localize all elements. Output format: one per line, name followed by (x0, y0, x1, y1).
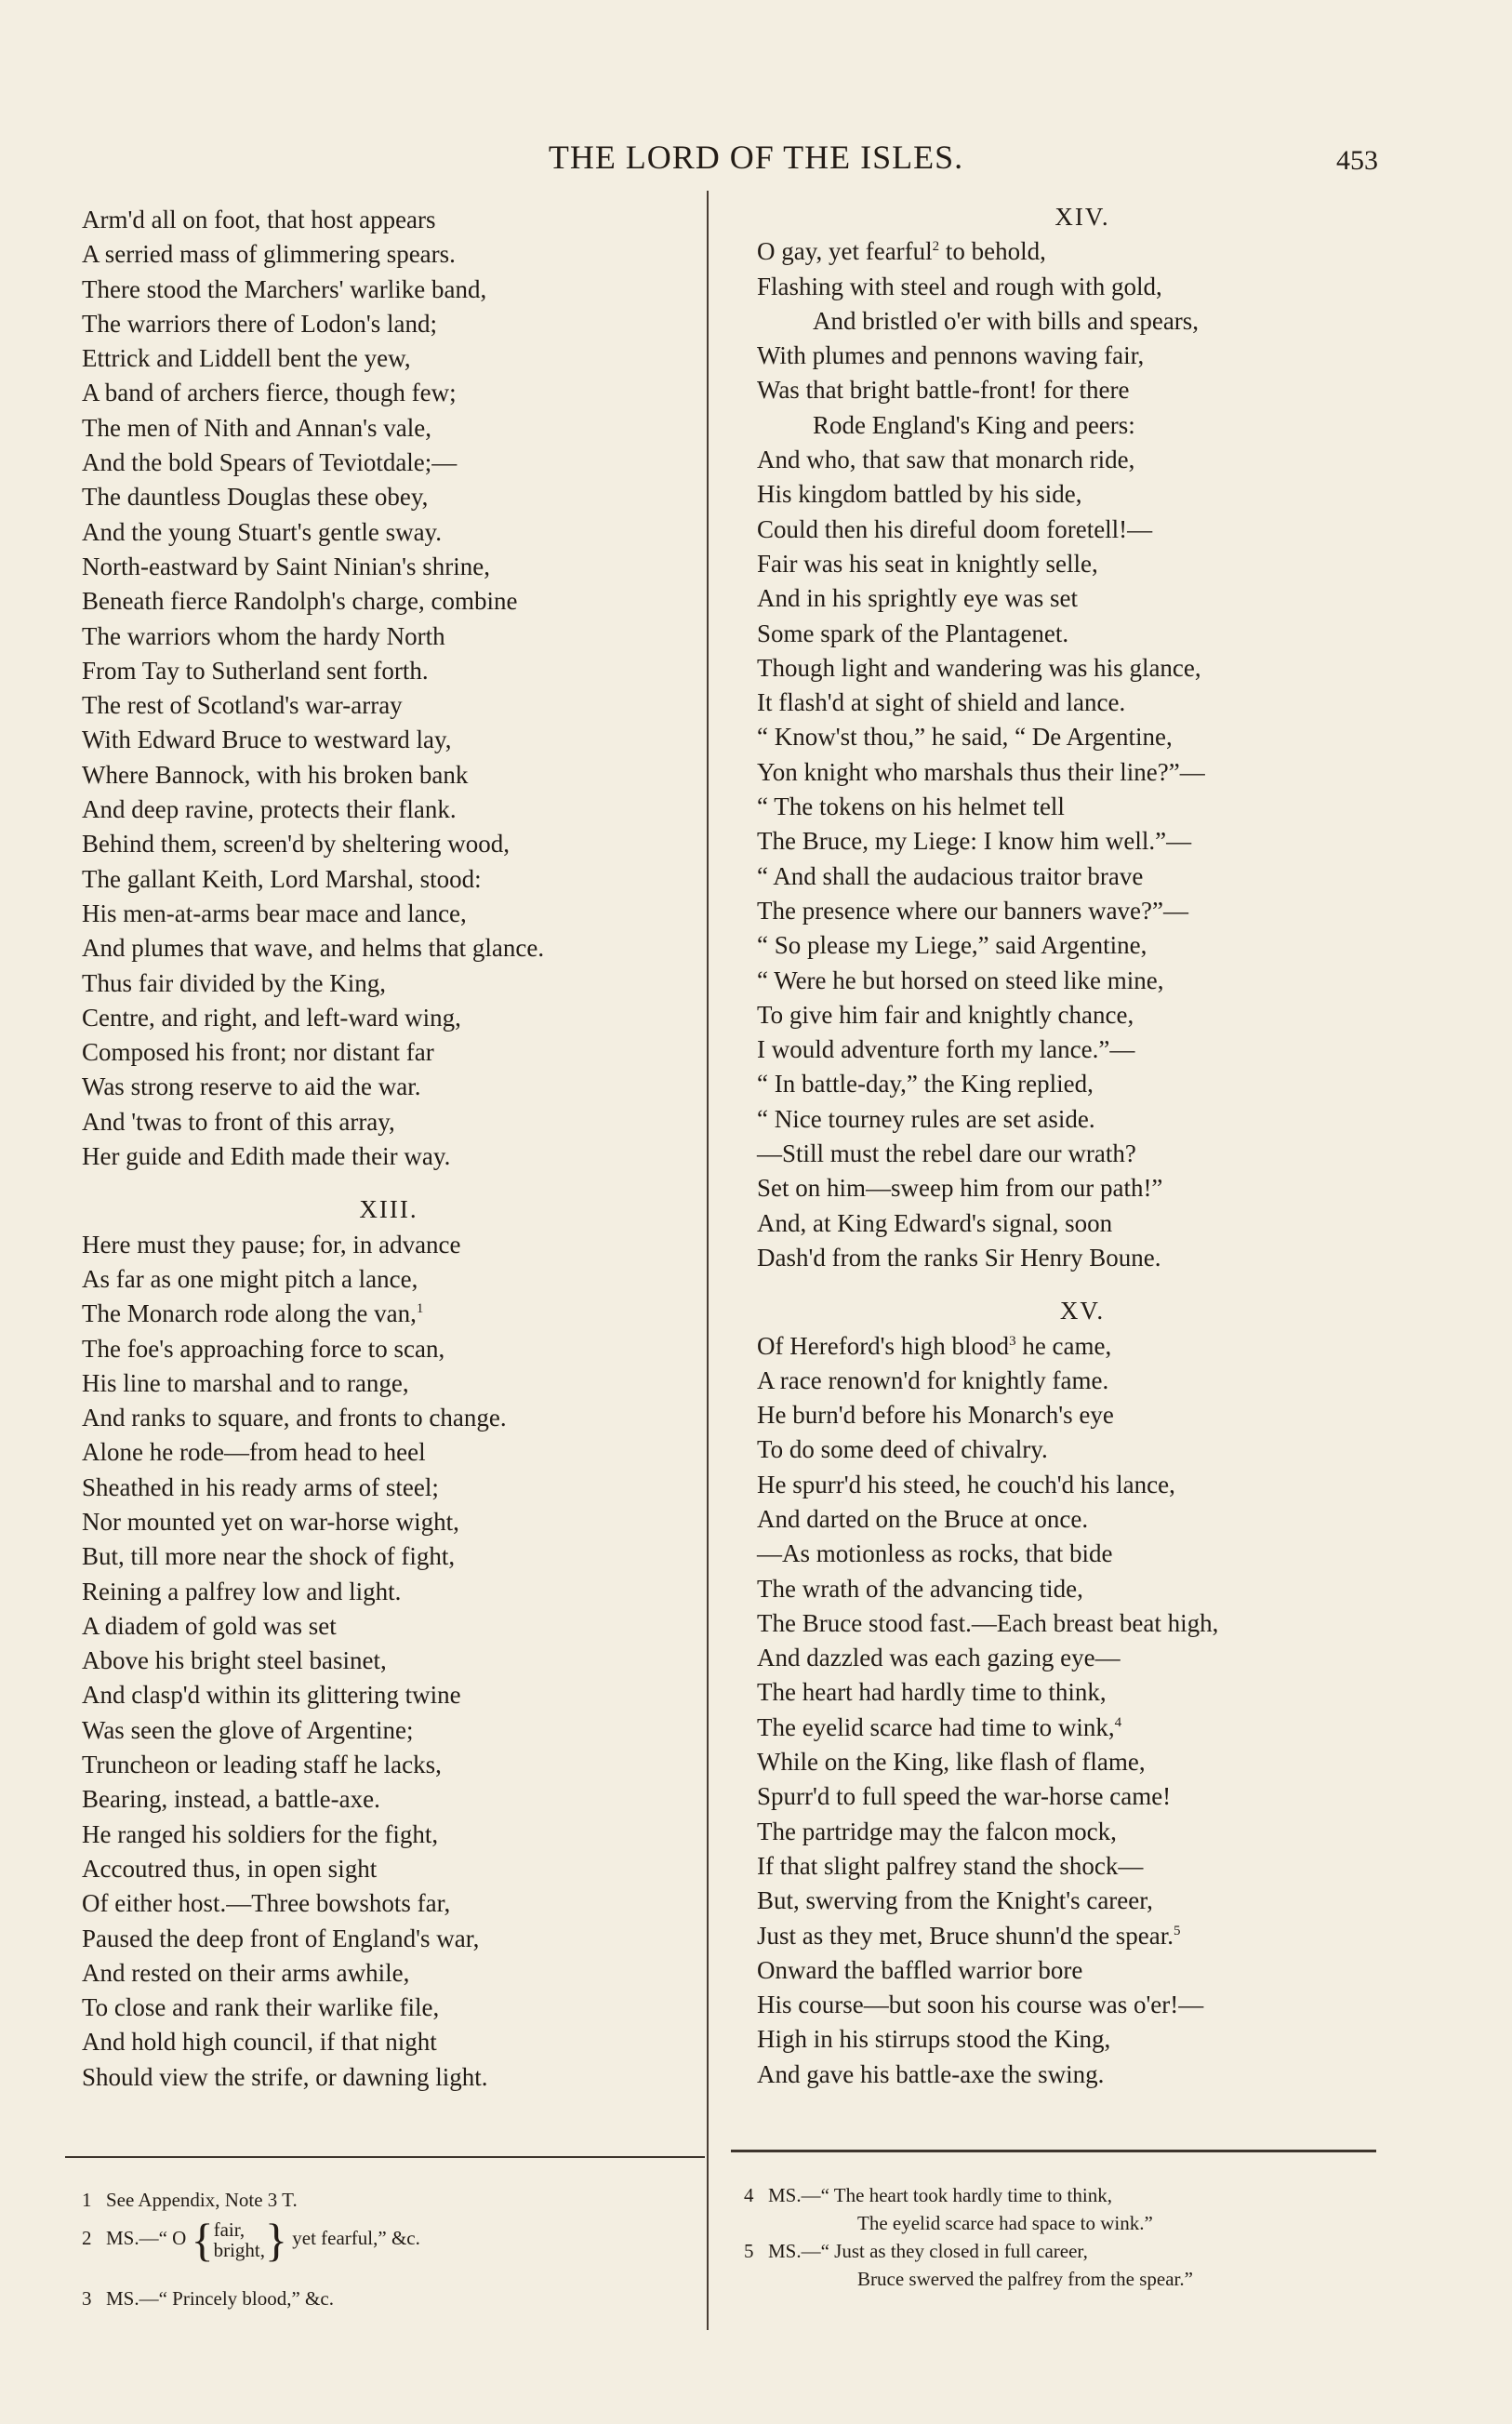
verse-line: Bearing, instead, a battle-axe. (82, 1785, 380, 1814)
verse-line: Though light and wandering was his glance, (757, 653, 1201, 682)
stanza-xv-part-b (757, 1745, 1408, 1918)
verse-line: And hold high council, if that night (82, 2028, 437, 2057)
stanza-xiv (757, 270, 1408, 1276)
verse-line: Dash'd from the ranks Sir Henry Boune. (757, 1243, 1161, 1272)
verse-line: A band of archers fierce, though few; (82, 379, 457, 407)
verse-line: The dauntless Douglas these obey, (82, 483, 429, 512)
footnote-5: 5 MS.—“ Just as they closed in full career, (744, 2240, 1088, 2262)
verse-line: North-eastward by Saint Ninian's shrine, (82, 552, 491, 580)
footnote-rule-right (731, 2150, 1376, 2152)
verse-line: High in his stirrups stood the King, (757, 2025, 1111, 2054)
footnote-ref: 2 (932, 239, 940, 255)
verse-line: Arm'd all on foot, that host appears (82, 206, 436, 233)
verse-line: His men-at-arms bear mace and lance, (82, 899, 467, 927)
verse-line: Should view the strife, or dawning light. (82, 2062, 488, 2091)
verse-line: His course—but soon his course was o'er!— (757, 1991, 1204, 2019)
verse-line: Of either host.—Three bowshots far, (82, 1889, 451, 1918)
verse-line: It flash'd at sight of shield and lance. (757, 688, 1126, 717)
stanza-xv-part-a (757, 1364, 1408, 1711)
verse-line: Behind them, screen'd by sheltering wood, (82, 830, 511, 859)
verse-line: “ Nice tourney rules are set aside. (757, 1104, 1095, 1133)
verse-line: Above his bright steel basinet, (82, 1646, 387, 1675)
verse-line: To close and rank their warlike file, (82, 1993, 440, 2022)
verse-line: But, till more near the shock of fight, (82, 1542, 456, 1571)
footnote-ref: 1 (416, 1301, 424, 1317)
verse-line: The partridge may the falcon mock, (757, 1817, 1117, 1845)
verse-line: The wrath of the advancing tide, (757, 1574, 1083, 1603)
column-divider (707, 191, 709, 2330)
verse-line: And darted on the Bruce at once. (757, 1504, 1089, 1533)
footnote-ref: 4 (1114, 1714, 1122, 1730)
verse-line: And 'twas to front of this array, (82, 1107, 395, 1136)
verse-line: Ettrick and Liddell bent the yew, (82, 344, 411, 373)
footnote-3: 3 MS.—“ Princely blood,” &c. (82, 2287, 334, 2310)
verse-line: The warriors whom the hardy North (82, 621, 445, 650)
footnote-1: 1 See Appendix, Note 3 T. (82, 2189, 298, 2211)
verse-line: O gay, yet fearful$^2$ to behold, (757, 237, 1046, 266)
footnote-2: 2 MS.—“ O {fair, bright,} yet fearful,” &c. (82, 2214, 420, 2266)
verse-line: And clasp'd within its glittering twine (82, 1681, 461, 1710)
verse-line: His kingdom battled by his side, (757, 480, 1082, 509)
verse-line: A diadem of gold was set (82, 1611, 337, 1640)
verse-line: Was that bright battle-front! for there (757, 376, 1130, 405)
verse-line: Onward the baffled warrior bore (757, 1955, 1083, 1984)
verse-line: With Edward Bruce to westward lay, (82, 726, 452, 754)
verse-line: And rested on their arms awhile, (82, 1958, 410, 1987)
verse-line: The heart had hardly time to think, (757, 1678, 1107, 1707)
verse-line: With plumes and pennons waving fair, (757, 341, 1145, 370)
verse-line: The Bruce stood fast.—Each breast beat high, (757, 1608, 1219, 1637)
verse-line: “ So please my Liege,” said Argentine, (757, 931, 1147, 960)
verse-line: And plumes that wave, and helms that glance. (82, 934, 545, 963)
verse-line: Spurr'd to full speed the war-horse came! (757, 1782, 1172, 1811)
verse-line: Was seen the glove of Argentine; (82, 1715, 414, 1744)
verse-line: Fair was his seat in knightly selle, (757, 549, 1098, 578)
verse-line: And, at King Edward's signal, soon (757, 1208, 1113, 1237)
verse-line: —As motionless as rocks, that bide (757, 1539, 1113, 1568)
verse-line: The gallant Keith, Lord Marshal, stood: (82, 864, 482, 893)
verse-line: A serried mass of glimmering spears. (82, 240, 456, 269)
verse-line: Beneath fierce Randolph's charge, combine (82, 587, 518, 616)
verse-line: Flashing with steel and rough with gold, (757, 272, 1162, 300)
verse-line: The Bruce, my Liege: I know him well.”— (757, 827, 1192, 856)
verse-line: And dazzled was each gazing eye— (757, 1644, 1121, 1672)
verse-line: “ The tokens on his helmet tell (757, 792, 1065, 821)
stanza-number-xv: XV. (1059, 1297, 1106, 1325)
page-number: 453 (1336, 145, 1378, 176)
verse-line: The rest of Scotland's war-array (82, 691, 403, 720)
verse-line: And gave his battle-axe the swing. (757, 2059, 1105, 2088)
verse-line: To give him fair and knightly chance, (757, 1000, 1134, 1029)
verse-line: The Monarch rode along the van,$^1$ (82, 1299, 424, 1328)
verse-line: The presence where our banners wave?”— (757, 896, 1189, 925)
verse-line: Sheathed in his ready arms of steel; (82, 1472, 439, 1501)
verse-line: Her guide and Edith made their way. (82, 1142, 451, 1171)
verse-line: “ Know'st thou,” he said, “ De Argentine, (757, 723, 1173, 752)
verse-line: But, swerving from the Knight's career, (757, 1886, 1153, 1915)
verse-line: There stood the Marchers' warlike band, (82, 274, 487, 303)
footnote-rule-left (65, 2156, 705, 2158)
verse-line: Set on him—sweep him from our path!” (757, 1174, 1163, 1203)
verse-line: His line to marshal and to range, (82, 1368, 409, 1397)
footnote-ref: 3 (1009, 1333, 1016, 1349)
verse-line: The foe's approaching force to scan, (82, 1334, 445, 1363)
footnote-5-continued: Bruce swerved the palfrey from the spear.” (857, 2268, 1193, 2290)
verse-line: Thus fair divided by the King, (82, 968, 386, 997)
verse-line: From Tay to Sutherland sent forth. (82, 656, 429, 685)
verse-line: A race renown'd for knightly fame. (757, 1365, 1109, 1394)
verse-line: Rode England's King and peers: (813, 410, 1135, 439)
verse-line: He ranged his soldiers for the fight, (82, 1819, 439, 1848)
verse-line: Yon knight who marshals thus their line?”— (757, 757, 1205, 786)
verse-line: Nor mounted yet on war-horse wight, (82, 1507, 459, 1536)
verse-line: The warriors there of Lodon's land; (82, 309, 437, 338)
verse-line: And who, that saw that monarch ride, (757, 446, 1135, 474)
right-column (757, 200, 1408, 2092)
verse-line: He spurr'd his steed, he couch'd his lance, (757, 1470, 1175, 1498)
verse-line: Reining a palfrey low and light. (82, 1577, 402, 1605)
footnote-ref: 5 (1174, 1923, 1181, 1938)
verse-line: To do some deed of chivalry. (757, 1435, 1048, 1464)
verse-line: “ Were he but horsed on steed like mine, (757, 966, 1164, 994)
verse-line: And bristled o'er with bills and spears, (813, 306, 1200, 335)
verse-line: Centre, and right, and left-ward wing, (82, 1003, 461, 1032)
verse-line: The eyelid scarce had time to wink,$^4$ (757, 1712, 1122, 1741)
verse-line: —Still must the rebel dare our wrath? (757, 1139, 1136, 1168)
running-header-title: THE LORD OF THE ISLES. (548, 139, 964, 176)
footnotes-right (744, 2181, 1395, 2293)
verse-line: Paused the deep front of England's war, (82, 1924, 480, 1952)
verse-line: The men of Nith and Annan's vale, (82, 413, 432, 442)
verse-line: “ In battle-day,” the King replied, (757, 1070, 1094, 1099)
verse-line: Alone he rode—from head to heel (82, 1438, 426, 1467)
verse-line: Was strong reserve to aid the war. (82, 1072, 421, 1101)
verse-line: Truncheon or leading staff he lacks, (82, 1751, 442, 1779)
verse-line: He burn'd before his Monarch's eye (757, 1401, 1114, 1430)
verse-line: If that slight palfrey stand the shock— (757, 1851, 1144, 1880)
footnote-4: 4 MS.—“ The heart took hardly time to think, (744, 2184, 1112, 2206)
verse-line: Here must they pause; for, in advance (82, 1230, 461, 1259)
verse-line: Some spark of the Plantagenet. (757, 619, 1069, 647)
verse-line: “ And shall the audacious traitor brave (757, 861, 1144, 890)
stanza-xii-continued (82, 203, 696, 1174)
stanza-number-xiii: XIII. (359, 1195, 418, 1224)
footnote-4-continued: The eyelid scarce had space to wink.” (857, 2212, 1153, 2234)
verse-line: And the bold Spears of Teviotdale;— (82, 448, 458, 477)
stanza-xv-part-c (757, 1953, 1408, 2092)
verse-line: And ranks to square, and fronts to change. (82, 1404, 507, 1432)
left-column (82, 203, 696, 2095)
footnotes-left (82, 2186, 696, 2312)
verse-line: And in his sprightly eye was set (757, 584, 1078, 613)
verse-line: Composed his front; nor distant far (82, 1038, 434, 1067)
stanza-xiii (82, 1228, 696, 2095)
verse-line: Could then his direful doom foretell!— (757, 514, 1153, 543)
verse-line: While on the King, like flash of flame, (757, 1748, 1146, 1777)
verse-line: Where Bannock, with his broken bank (82, 760, 469, 789)
stanza-number-xiv: XIV. (1054, 203, 1110, 231)
verse-line: Just as they met, Bruce shunn'd the spear.$^5$ (757, 1921, 1181, 1950)
verse-line: As far as one might pitch a lance, (82, 1264, 418, 1293)
verse-line: And the young Stuart's gentle sway. (82, 517, 443, 546)
verse-line: Accoutred thus, in open sight (82, 1854, 378, 1883)
verse-line: Of Hereford's high blood$^3$ he came, (757, 1331, 1112, 1360)
verse-line: I would adventure forth my lance.”— (757, 1035, 1135, 1064)
verse-line: And deep ravine, protects their flank. (82, 795, 457, 824)
